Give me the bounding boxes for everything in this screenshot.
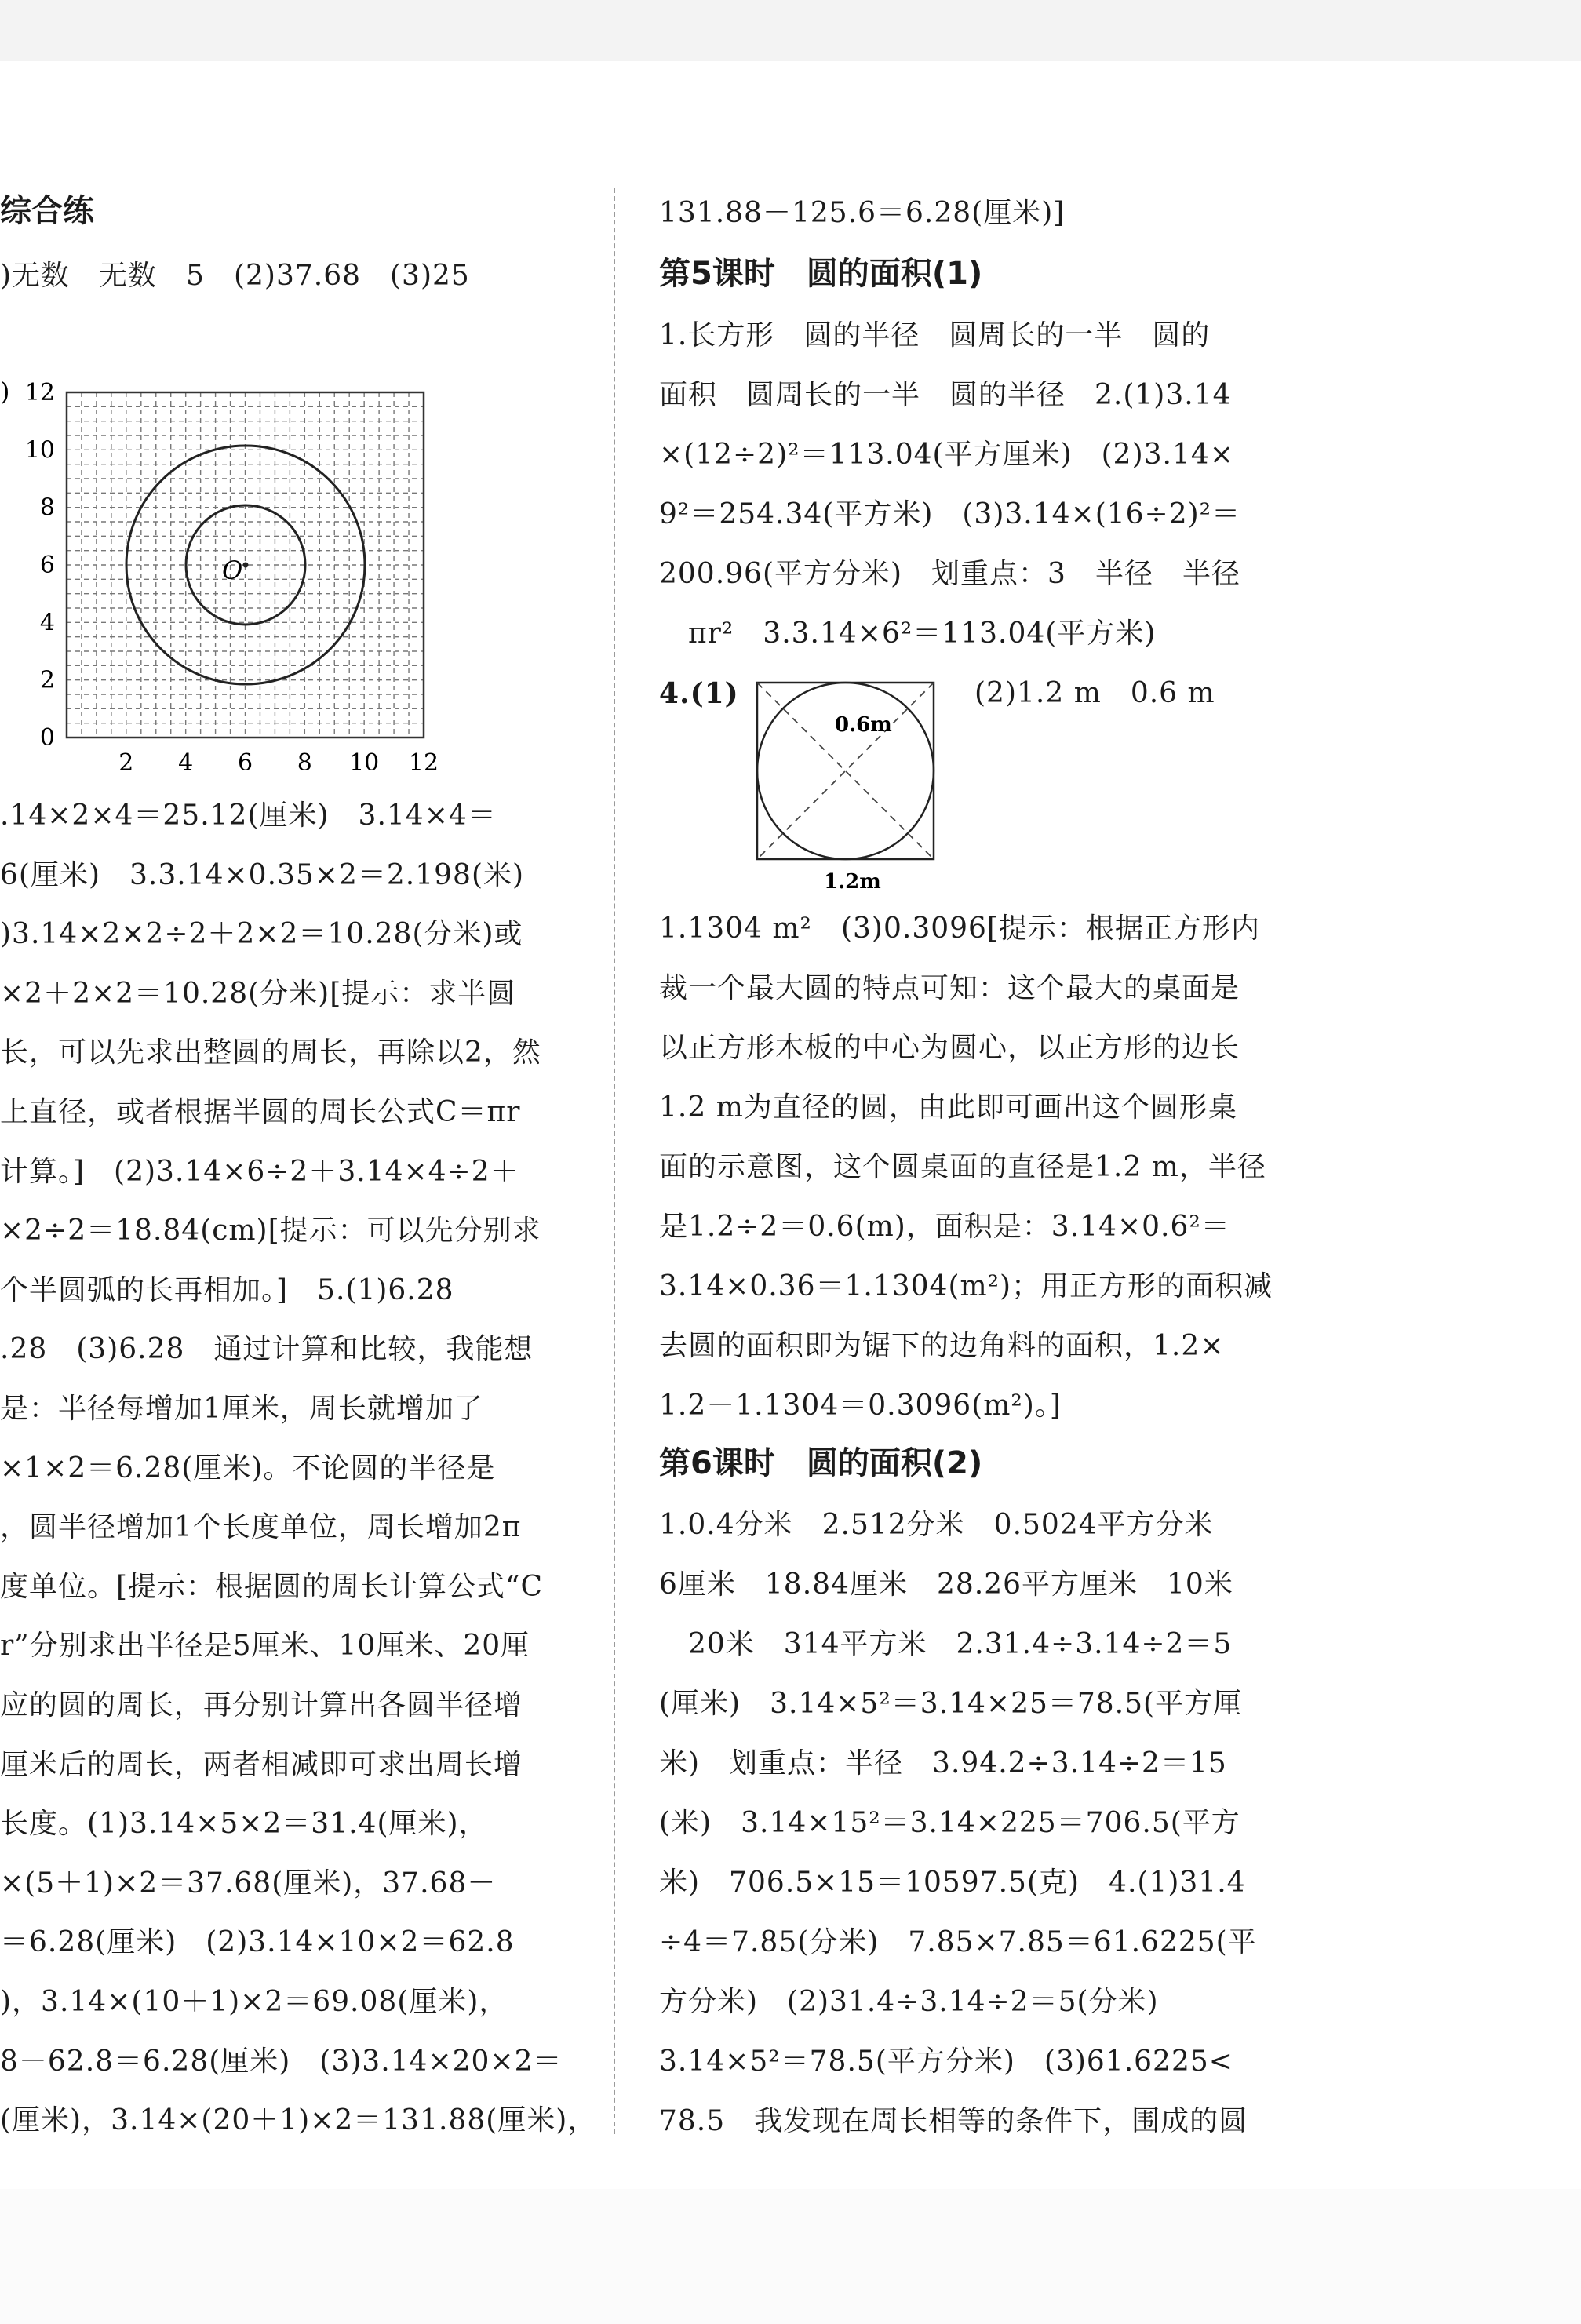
text-line: 方分米) (2)31.4÷3.14÷2＝5(分米) — [659, 1986, 1159, 2018]
y-tick-label: 10 — [24, 436, 55, 464]
y-tick-label: 8 — [39, 494, 55, 522]
text-line: 78.5 我发现在周长相等的条件下，围成的圆 — [659, 2105, 1248, 2137]
text-line: 长，可以先求出整圆的周长，再除以2，然 — [0, 1036, 541, 1069]
text-line: 应的圆的周长，再分别计算出各圆半径增 — [0, 1689, 523, 1721]
text-line: 个半圆弧的长再相加。] 5.(1)6.28 — [0, 1273, 454, 1306]
center-point — [243, 563, 249, 568]
grid-partial-label: ) — [0, 377, 10, 406]
text-line: 以正方形木板的中心为圆心，以正方形的边长 — [659, 1032, 1240, 1064]
text-line: 面的示意图，这个圆桌面的直径是1.2 m，半径 — [659, 1151, 1266, 1183]
circle-in-square-figure — [745, 675, 949, 894]
text-line: 计算。] (2)3.14×6÷2＋3.14×4÷2＋ — [0, 1155, 519, 1188]
text-line: .28 (3)6.28 通过计算和比较，我能想 — [0, 1333, 534, 1366]
text-line: 200.96(平方分米) 划重点：3 半径 半径 — [659, 558, 1240, 590]
text-line: 1.长方形 圆的半径 圆周长的一半 圆的 — [659, 319, 1211, 352]
text-line: ，圆半径增加1个长度单位，周长增加2π — [0, 1511, 522, 1544]
text-line: ×2÷2＝18.84(cm)[提示：可以先分别求 — [0, 1215, 541, 1248]
y-tick-label: 4 — [39, 609, 55, 637]
text-line: (米) 3.14×15²＝3.14×225＝706.5(平方 — [659, 1807, 1240, 1839]
text-line: 米) 划重点：半径 3.94.2÷3.14÷2＝15 — [659, 1747, 1227, 1779]
text-line: 1.2－1.1304＝0.3096(m²)。] — [659, 1390, 1062, 1422]
text-line: 米) 706.5×15＝10597.5(克) 4.(1)31.4 — [659, 1867, 1246, 1899]
text-line: 厘米后的周长，两者相减即可求出周长增 — [0, 1748, 523, 1781]
left-column — [0, 0, 596, 2197]
y-tick-label: 0 — [39, 724, 55, 752]
y-tick-label: 12 — [24, 379, 55, 406]
text-line: 9²＝254.34(平方米) (3)3.14×(16÷2)²＝ — [659, 498, 1241, 530]
left-section-heading: 综合练 — [0, 193, 94, 229]
text-line: 面积 圆周长的一半 圆的半径 2.(1)3.14 — [659, 379, 1232, 411]
text-line: 1.2 m为直径的圆，由此即可画出这个圆形桌 — [659, 1091, 1237, 1124]
text-line: 是1.2÷2＝0.6(m)，面积是：3.14×0.6²＝ — [659, 1211, 1230, 1243]
text-line: )3.14×2×2÷2＋2×2＝10.28(分米)或 — [0, 918, 523, 951]
lesson6-heading: 第6课时 圆的面积(2) — [659, 1445, 983, 1481]
x-tick-label: 4 — [178, 749, 194, 777]
text-line: 上直径，或者根据半圆的周长公式C＝πr — [0, 1096, 521, 1128]
text-line: 20米 314平方米 2.31.4÷3.14÷2＝5 — [659, 1628, 1233, 1660]
text-line: 8－62.8＝6.28(厘米) (3)3.14×20×2＝ — [0, 2045, 563, 2078]
q4-part2: (2)1.2 m 0.6 m — [974, 677, 1215, 709]
coordinate-grid-figure — [0, 369, 471, 777]
text-line: 3.14×5²＝78.5(平方分米) (3)61.6225< — [659, 2045, 1233, 2078]
left-line-top: )无数 无数 5 (2)37.68 (3)25 — [0, 260, 470, 292]
text-line: 去圆的面积即为锯下的边角料的面积，1.2× — [659, 1330, 1225, 1362]
text-line: 6厘米 18.84厘米 28.26平方厘米 10米 — [659, 1568, 1233, 1601]
text-line: 3.14×0.36＝1.1304(m²)；用正方形的面积减 — [659, 1270, 1273, 1302]
text-line: .14×2×4＝25.12(厘米) 3.14×4＝ — [0, 800, 497, 832]
page-bottom-margin — [0, 2189, 1581, 2324]
text-line: )，3.14×(10＋1)×2＝69.08(厘米)， — [0, 1986, 508, 2018]
y-tick-label: 2 — [39, 666, 55, 694]
inscribed-circle — [757, 683, 934, 859]
text-line: r”分别求出半径是5厘米、10厘米、20厘 — [0, 1630, 530, 1663]
right-top-line: 131.88－125.6＝6.28(厘米)] — [659, 197, 1066, 229]
y-tick-label: 6 — [39, 552, 55, 579]
q4-prefix: 4.(1) — [659, 677, 739, 710]
right-column — [651, 0, 1538, 2197]
text-line: ×(12÷2)²＝113.04(平方厘米) (2)3.14× — [659, 439, 1234, 471]
text-line: 是：半径每增加1厘米，周长就增加了 — [0, 1393, 483, 1425]
text-line: 1.1304 m² (3)0.3096[提示：根据正方形内 — [659, 912, 1260, 945]
x-tick-label: 6 — [237, 749, 253, 777]
lesson5-heading: 第5课时 圆的面积(1) — [659, 256, 983, 292]
text-line: ×2＋2×2＝10.28(分米)[提示：求半圆 — [0, 977, 516, 1010]
radius-label: 0.6m — [835, 713, 892, 737]
text-line: πr² 3.3.14×6²＝113.04(平方米) — [659, 617, 1157, 650]
text-line: 1.0.4分米 2.512分米 0.5024平方分米 — [659, 1509, 1214, 1541]
text-line: ×1×2＝6.28(厘米)。不论圆的半径是 — [0, 1452, 496, 1484]
text-line: 长度。(1)3.14×5×2＝31.4(厘米)， — [0, 1808, 488, 1841]
text-line: ÷4＝7.85(分米) 7.85×7.85＝61.6225(平 — [659, 1926, 1257, 1958]
text-line: ×(5＋1)×2＝37.68(厘米)，37.68－ — [0, 1867, 497, 1900]
text-line: 度单位。[提示：根据圆的周长计算公式“C — [0, 1570, 543, 1603]
side-label: 1.2m — [824, 870, 881, 894]
x-tick-label: 12 — [408, 749, 439, 777]
text-line: (厘米)，3.14×(20＋1)×2＝131.88(厘米)， — [0, 2104, 596, 2137]
text-line: 6(厘米) 3.3.14×0.35×2＝2.198(米) — [0, 858, 525, 891]
text-line: ＝6.28(厘米) (2)3.14×10×2＝62.8 — [0, 1926, 515, 1959]
center-label: O — [222, 556, 243, 585]
x-tick-label: 10 — [349, 749, 380, 777]
x-tick-label: 2 — [118, 749, 134, 777]
text-line: (厘米) 3.14×5²＝3.14×25＝78.5(平方厘 — [659, 1688, 1243, 1720]
text-line: 裁一个最大圆的特点可知：这个最大的桌面是 — [659, 972, 1240, 1004]
y-axis-tick-labels — [25, 379, 55, 752]
column-divider — [614, 188, 615, 2134]
x-axis-tick-labels — [118, 749, 439, 777]
x-tick-label: 8 — [297, 749, 312, 777]
